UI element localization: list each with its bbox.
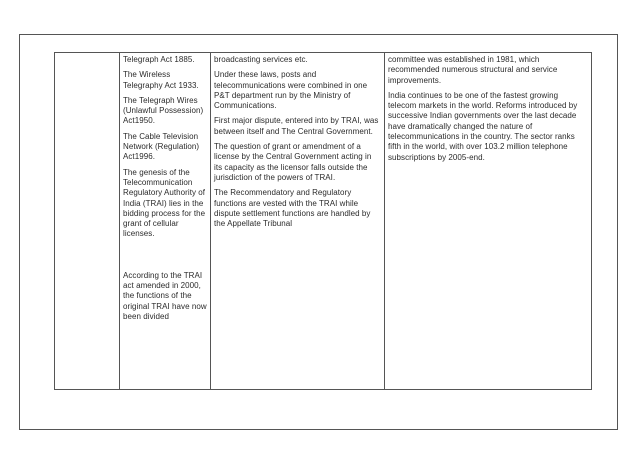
paragraph: Telegraph Act 1885. — [123, 55, 195, 64]
paragraph: The genesis of the Telecommunication Regulatory Authority of India (TRAI) lies in the bidding process for the grant of cellular licenses. — [123, 167, 206, 239]
content-table — [54, 52, 592, 390]
paragraph: India continues to be one of the fastest growing telecom markets in the world. Reforms introduced by successive Indian governments over the last decade have dramatically changed the nature of telecommunications in the country. The sector ranks fifth in the world, with over 103.2 million telephone subscriptions by 2005-end. — [388, 90, 578, 162]
paragraph: The question of grant or amendment of a license by the Central Government acting in its capacity as the licensor falls outside the jurisdiction of the powers of TRAI. — [214, 142, 372, 182]
paragraph: The Cable Television Network (Regulation) Act1996. — [123, 131, 200, 162]
empty-cell — [55, 53, 120, 390]
paragraph: First major dispute, entered into by TRAI, was between itself and The Central Government. — [214, 116, 379, 136]
table-row — [55, 53, 592, 390]
paragraph: broadcasting services etc. — [214, 55, 308, 64]
paragraph: The Wireless Telegraphy Act 1933. — [123, 70, 199, 90]
paragraph: Under these laws, posts and telecommunications were combined in one P&T department run by the Ministry of Communications. — [214, 70, 368, 111]
remarks-cell — [385, 53, 592, 390]
paragraph: The Recommendatory and Regulatory functions are vested with the TRAI while dispute settlement functions are handled by the Appellate Tribunal — [214, 188, 371, 229]
paragraph: The Telegraph Wires (Unlawful Possession) Act1950. — [123, 95, 204, 126]
paragraph: According to the TRAI act amended in 2000, the functions of the original TRAI have now been divided — [123, 270, 207, 321]
laws-cell — [120, 53, 211, 390]
description-cell — [211, 53, 385, 390]
paragraph: committee was established in 1981, which recommended numerous structural and service improvements. — [388, 55, 558, 85]
